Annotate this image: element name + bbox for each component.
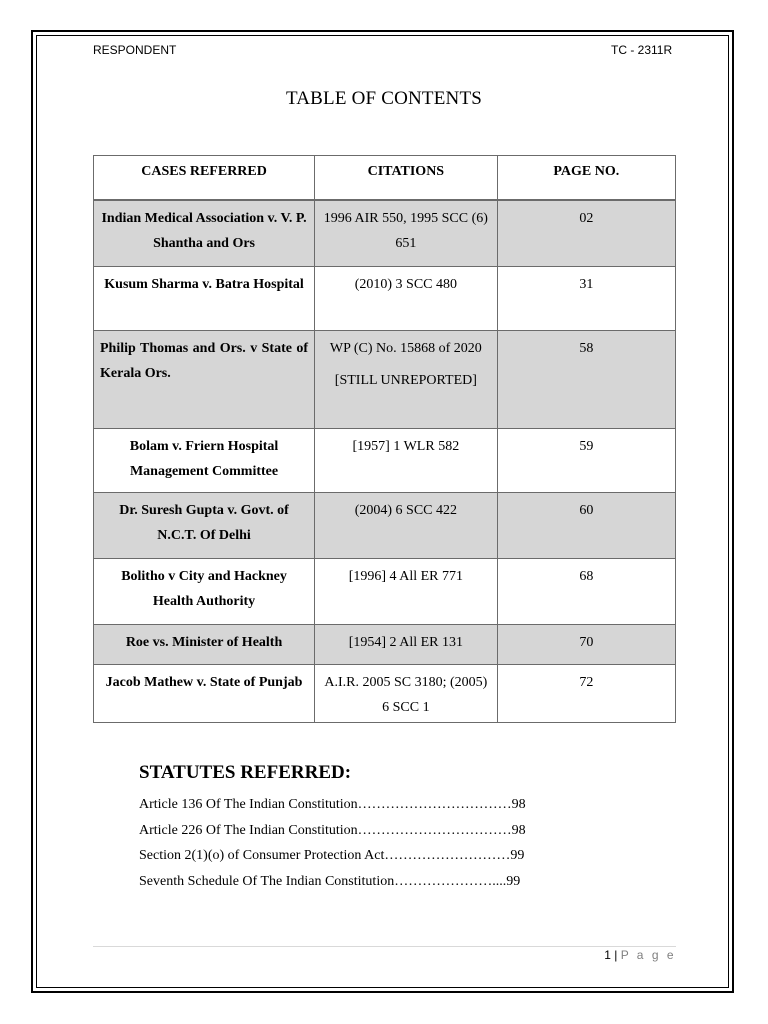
table-row [94, 429, 676, 493]
table-row [94, 625, 676, 665]
citation-cell [315, 331, 498, 429]
header-page-no: PAGE NO. [497, 156, 675, 201]
citation: (2004) 6 SCC 422 [315, 493, 498, 559]
footer-separator: | [614, 948, 618, 962]
footer-divider [93, 946, 676, 947]
statutes-heading: STATUTES REFERRED: [139, 762, 352, 783]
citation: [1954] 2 All ER 131 [315, 625, 498, 665]
case-name: Bolam v. Friern Hospital Management Committee [94, 429, 315, 493]
case-name: Kusum Sharma v. Batra Hospital [94, 267, 315, 331]
page-number: 70 [497, 625, 675, 665]
cases-table [93, 155, 676, 723]
citation: [1996] 4 All ER 771 [315, 559, 498, 625]
page-title: TABLE OF CONTENTS [285, 88, 483, 109]
table-row [94, 665, 676, 723]
statute-item: Seventh Schedule Of The Indian Constitution…………………....99 [139, 873, 521, 889]
citation: WP (C) No. 15868 of 2020 [329, 341, 482, 356]
page-number: 72 [497, 665, 675, 723]
page-footer [604, 948, 676, 962]
case-name: Indian Medical Association v. V. P. Shantha and Ors [94, 200, 315, 267]
page-number: 60 [497, 493, 675, 559]
case-name: Bolitho v City and Hackney Health Authority [94, 559, 315, 625]
header-right: TC - 2311R [611, 43, 673, 57]
table-row [94, 267, 676, 331]
case-name: Philip Thomas and Ors. v State of Kerala Ors. [94, 331, 315, 429]
statute-item: Section 2(1)(o) of Consumer Protection Act………………………99 [139, 848, 525, 863]
page-number: 31 [497, 267, 675, 331]
table-row [94, 200, 676, 267]
citation: A.I.R. 2005 SC 3180; (2005) 6 SCC 1 [315, 665, 498, 723]
table-header-row [94, 156, 676, 201]
table-row [94, 331, 676, 429]
citation: [1957] 1 WLR 582 [315, 429, 498, 493]
citation: (2010) 3 SCC 480 [315, 267, 498, 331]
header-cases: CASES REFERRED [94, 156, 315, 201]
table-row [94, 559, 676, 625]
statute-item: Article 136 Of The Indian Constitution……………………………98 [139, 797, 526, 812]
header-citations: CITATIONS [315, 156, 498, 201]
case-name: Dr. Suresh Gupta v. Govt. of N.C.T. Of Delhi [94, 493, 315, 559]
table-row [94, 493, 676, 559]
citation-note: [STILL UNREPORTED] [334, 373, 477, 388]
page-label: P a g e [620, 948, 676, 962]
statute-item: Article 226 Of The Indian Constitution……………………………98 [139, 822, 526, 838]
page-number: 1 [604, 948, 611, 962]
citation: 1996 AIR 550, 1995 SCC (6) 651 [315, 200, 498, 267]
case-name: Roe vs. Minister of Health [94, 625, 315, 665]
header-left: RESPONDENT [93, 43, 177, 57]
page-number: 02 [497, 200, 675, 267]
page-number: 68 [497, 559, 675, 625]
page-number: 59 [497, 429, 675, 493]
case-name: Jacob Mathew v. State of Punjab [94, 665, 315, 723]
page-number: 58 [497, 331, 675, 429]
statutes-list [139, 792, 579, 894]
